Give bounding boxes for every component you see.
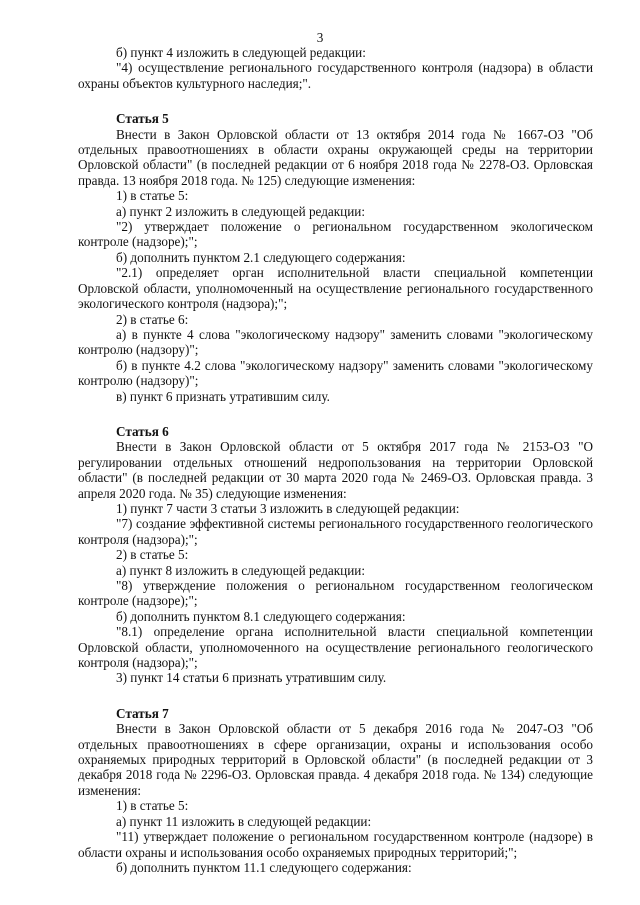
paragraph: "11) утверждает положение о региональном государственном контроле (надзоре) в области охраны и использования особо охраняемых природных территорий;";: [78, 829, 593, 860]
paragraph: 2) в статье 6:: [116, 311, 189, 327]
page-number: 3: [316, 30, 324, 45]
paragraph: 1) в статье 5:: [116, 188, 189, 204]
article-6-heading: Статья 6: [116, 423, 169, 439]
paragraph: "4) осуществление регионального государственного контроля (надзора) в области охраны объектов культурного наследия;".: [78, 60, 593, 91]
paragraph: а) пункт 11 изложить в следующей редакции:: [116, 813, 372, 829]
paragraph: 1) в статье 5:: [116, 798, 189, 814]
paragraph: "2) утверждает положение о региональном государственном экологическом контроле (надзоре);";: [78, 219, 593, 250]
paragraph: б) пункт 4 изложить в следующей редакции:: [116, 45, 366, 60]
paragraph: 1) пункт 7 части 3 статьи 3 изложить в следующей редакции:: [116, 500, 460, 516]
paragraph: б) в пункте 4.2 слова "экологическому надзору" заменить словами "экологическому контролю (надзору)";: [78, 357, 593, 389]
paragraph: "7) создание эффективной системы регионального государственного геологического контроля (надзора);";: [78, 516, 593, 547]
document-body: [78, 45, 593, 875]
paragraph: "2.1) определяет орган исполнительной власти специальной компетенции Орловской области, уполномоченный на осуществление регионального государственного экологического контроля (надзора);";: [78, 265, 593, 312]
paragraph: "8) утверждение положения о региональном государственном геологическом контроле (надзоре);";: [78, 578, 593, 609]
paragraph: б) дополнить пунктом 8.1 следующего содержания:: [116, 608, 406, 624]
paragraph: 3) пункт 14 статьи 6 признать утратившим силу.: [116, 670, 387, 686]
paragraph: 2) в статье 5:: [116, 547, 189, 563]
paragraph: б) дополнить пунктом 11.1 следующего содержания:: [116, 859, 412, 875]
paragraph: а) в пункте 4 слова "экологическому надзору" заменить словами "экологическому контролю (надзору)";: [78, 326, 593, 358]
article-7-heading: Статья 7: [116, 705, 169, 721]
paragraph: "8.1) определение органа исполнительной власти специальной компетенции Орловской области, уполномоченного на осуществление регионального геологического контроля (надзора);";: [78, 624, 593, 671]
paragraph: б) дополнить пунктом 2.1 следующего содержания:: [116, 249, 406, 265]
paragraph: Внести в Закон Орловской области от 13 октября 2014 года № 1667-ОЗ "Об отдельных правоотношениях в области охраны окружающей среды на территории Орловской области" (в последней редакции от 6 ноября 2018 года № 2278-ОЗ. Орловская правда. 13 ноября 2018 года. № 125) следующие изменения:: [78, 126, 593, 188]
paragraph: Внести в Закон Орловской области от 5 декабря 2016 года № 2047-ОЗ "Об отдельных правоотношениях в сфере организации, охраны и использования особо охраняемых природных территорий в Орловской области" (в последней редакции от 3 декабря 2018 года № 2296-ОЗ. Орловская правда. 4 декабря 2018 года. № 134) следующие изменения:: [78, 721, 593, 798]
paragraph: а) пункт 8 изложить в следующей редакции:: [116, 562, 366, 578]
paragraph: Внести в Закон Орловской области от 5 октября 2017 года № 2153-ОЗ "О регулировании отдельных отношений недропользования на территории Орловской области" (в последней редакции от 30 марта 2020 года № 2469-ОЗ. Орловская правда. 3 апреля 2020 года. № 35) следующие изменения:: [78, 439, 593, 501]
article-5-heading: Статья 5: [116, 111, 169, 127]
paragraph: а) пункт 2 изложить в следующей редакции:: [116, 203, 366, 219]
paragraph: в) пункт 6 признать утратившим силу.: [116, 388, 330, 404]
